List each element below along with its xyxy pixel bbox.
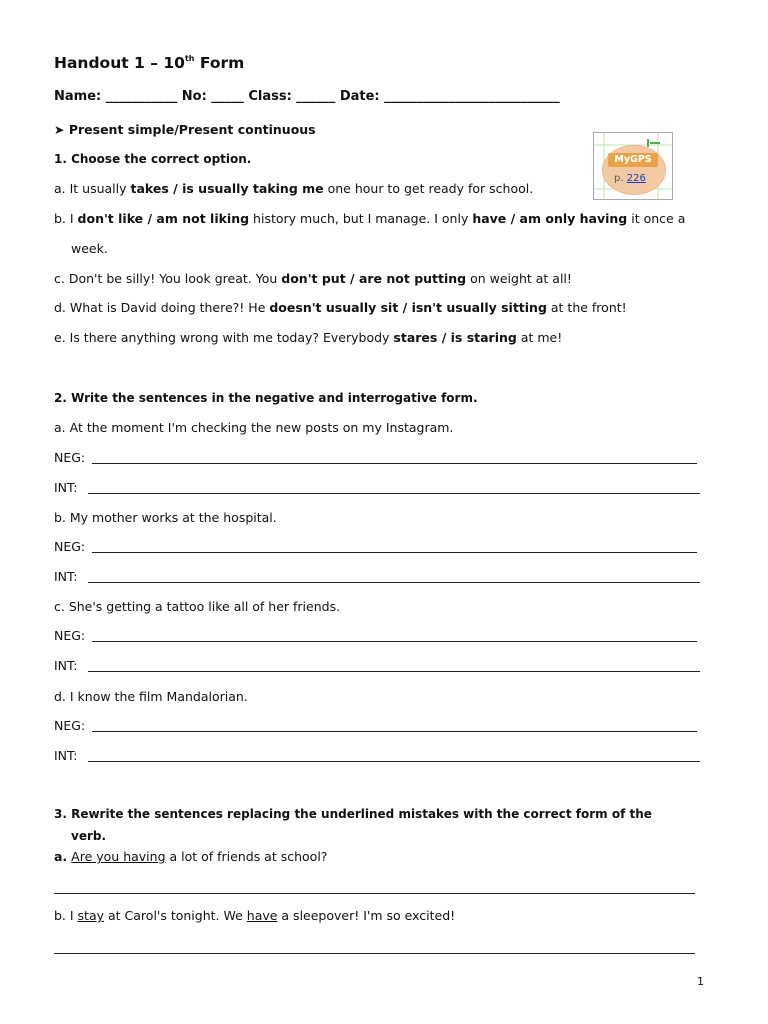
- item-text: at the front!: [546, 300, 627, 315]
- title-text: Handout 1 – 10: [54, 54, 185, 72]
- item-text: b. I: [54, 211, 78, 226]
- rewrite-answer-line-b[interactable]: [54, 953, 695, 954]
- item-text: one hour to get ready for school.: [323, 181, 534, 196]
- section1-item-b-continued: week.: [71, 241, 108, 256]
- topic-heading: ➤ Present simple/Present continuous: [54, 122, 316, 137]
- choice-options: doesn't usually sit / isn't usually sitting: [269, 300, 547, 315]
- title-superscript: th: [184, 54, 195, 63]
- neg-label: NEG:: [54, 539, 86, 554]
- int-answer-line-b[interactable]: [88, 582, 700, 583]
- neg-answer-line-a[interactable]: [92, 463, 697, 464]
- badge-label: MyGPS: [608, 153, 658, 167]
- section3-item-a: [54, 849, 327, 864]
- int-label: INT:: [54, 658, 78, 673]
- choice-options: don't put / are not putting: [281, 271, 467, 286]
- int-label: INT:: [54, 480, 78, 495]
- title-suffix: Form: [194, 54, 245, 72]
- section2-sentence-c: c. She's getting a tattoo like all of her friends.: [54, 599, 341, 614]
- student-info-row: Name: ___________ No: _____ Class: ______ Date: ___________________________: [54, 89, 560, 104]
- item-text: at me!: [516, 330, 563, 345]
- section3-heading-continued: verb.: [71, 829, 107, 843]
- underlined-mistake: Are you having: [71, 849, 166, 864]
- item-text: a sleepover! I'm so excited!: [277, 908, 456, 923]
- badge-page-ref: [614, 173, 646, 184]
- mygps-badge[interactable]: [593, 132, 673, 200]
- section1-heading: 1. Choose the correct option.: [54, 152, 252, 166]
- page-title: [54, 54, 244, 72]
- item-text: on weight at all!: [466, 271, 572, 286]
- choice-options: stares / is staring: [393, 330, 517, 345]
- item-text: a lot of friends at school?: [165, 849, 328, 864]
- neg-answer-line-b[interactable]: [92, 552, 697, 553]
- section3-heading: 3. Rewrite the sentences replacing the underlined mistakes with the correct form of the: [54, 807, 652, 821]
- rewrite-answer-line-a[interactable]: [54, 893, 695, 894]
- section2-sentence-d: d. I know the film Mandalorian.: [54, 689, 248, 704]
- section1-item-d: [54, 300, 627, 315]
- section3-item-b: [54, 908, 455, 923]
- item-text: it once a: [627, 211, 686, 226]
- page-number: 1: [697, 975, 704, 988]
- neg-answer-line-c[interactable]: [92, 641, 697, 642]
- section1-item-e: [54, 330, 562, 345]
- underlined-mistake: have: [246, 908, 278, 923]
- neg-answer-line-d[interactable]: [92, 731, 697, 732]
- item-text: a. It usually: [54, 181, 131, 196]
- neg-label: NEG:: [54, 718, 86, 733]
- section2-sentence-a: a. At the moment I'm checking the new posts on my Instagram.: [54, 420, 454, 435]
- item-label: a.: [54, 849, 68, 864]
- badge-page-prefix: p.: [614, 173, 624, 184]
- section2-sentence-b: b. My mother works at the hospital.: [54, 510, 277, 525]
- item-text: b. I: [54, 908, 78, 923]
- section2-heading: 2. Write the sentences in the negative and interrogative form.: [54, 391, 478, 405]
- item-text: history much, but I manage. I only: [249, 211, 473, 226]
- section1-item-c: [54, 271, 572, 286]
- int-answer-line-a[interactable]: [88, 493, 700, 494]
- item-text: e. Is there anything wrong with me today? Everybody: [54, 330, 394, 345]
- int-label: INT:: [54, 748, 78, 763]
- section1-item-a: [54, 181, 533, 196]
- choice-options: have / am only having: [472, 211, 628, 226]
- item-text: c. Don't be silly! You look great. You: [54, 271, 282, 286]
- neg-label: NEG:: [54, 628, 86, 643]
- neg-label: NEG:: [54, 450, 86, 465]
- int-answer-line-c[interactable]: [88, 671, 700, 672]
- item-text: d. What is David doing there?! He: [54, 300, 270, 315]
- section1-item-b: [54, 211, 685, 226]
- choice-options: don't like / am not liking: [77, 211, 250, 226]
- badge-page-link[interactable]: 226: [626, 173, 646, 184]
- int-answer-line-d[interactable]: [88, 761, 700, 762]
- int-label: INT:: [54, 569, 78, 584]
- choice-options: takes / is usually taking me: [130, 181, 324, 196]
- item-text: at Carol's tonight. We: [104, 908, 247, 923]
- underlined-mistake: stay: [77, 908, 105, 923]
